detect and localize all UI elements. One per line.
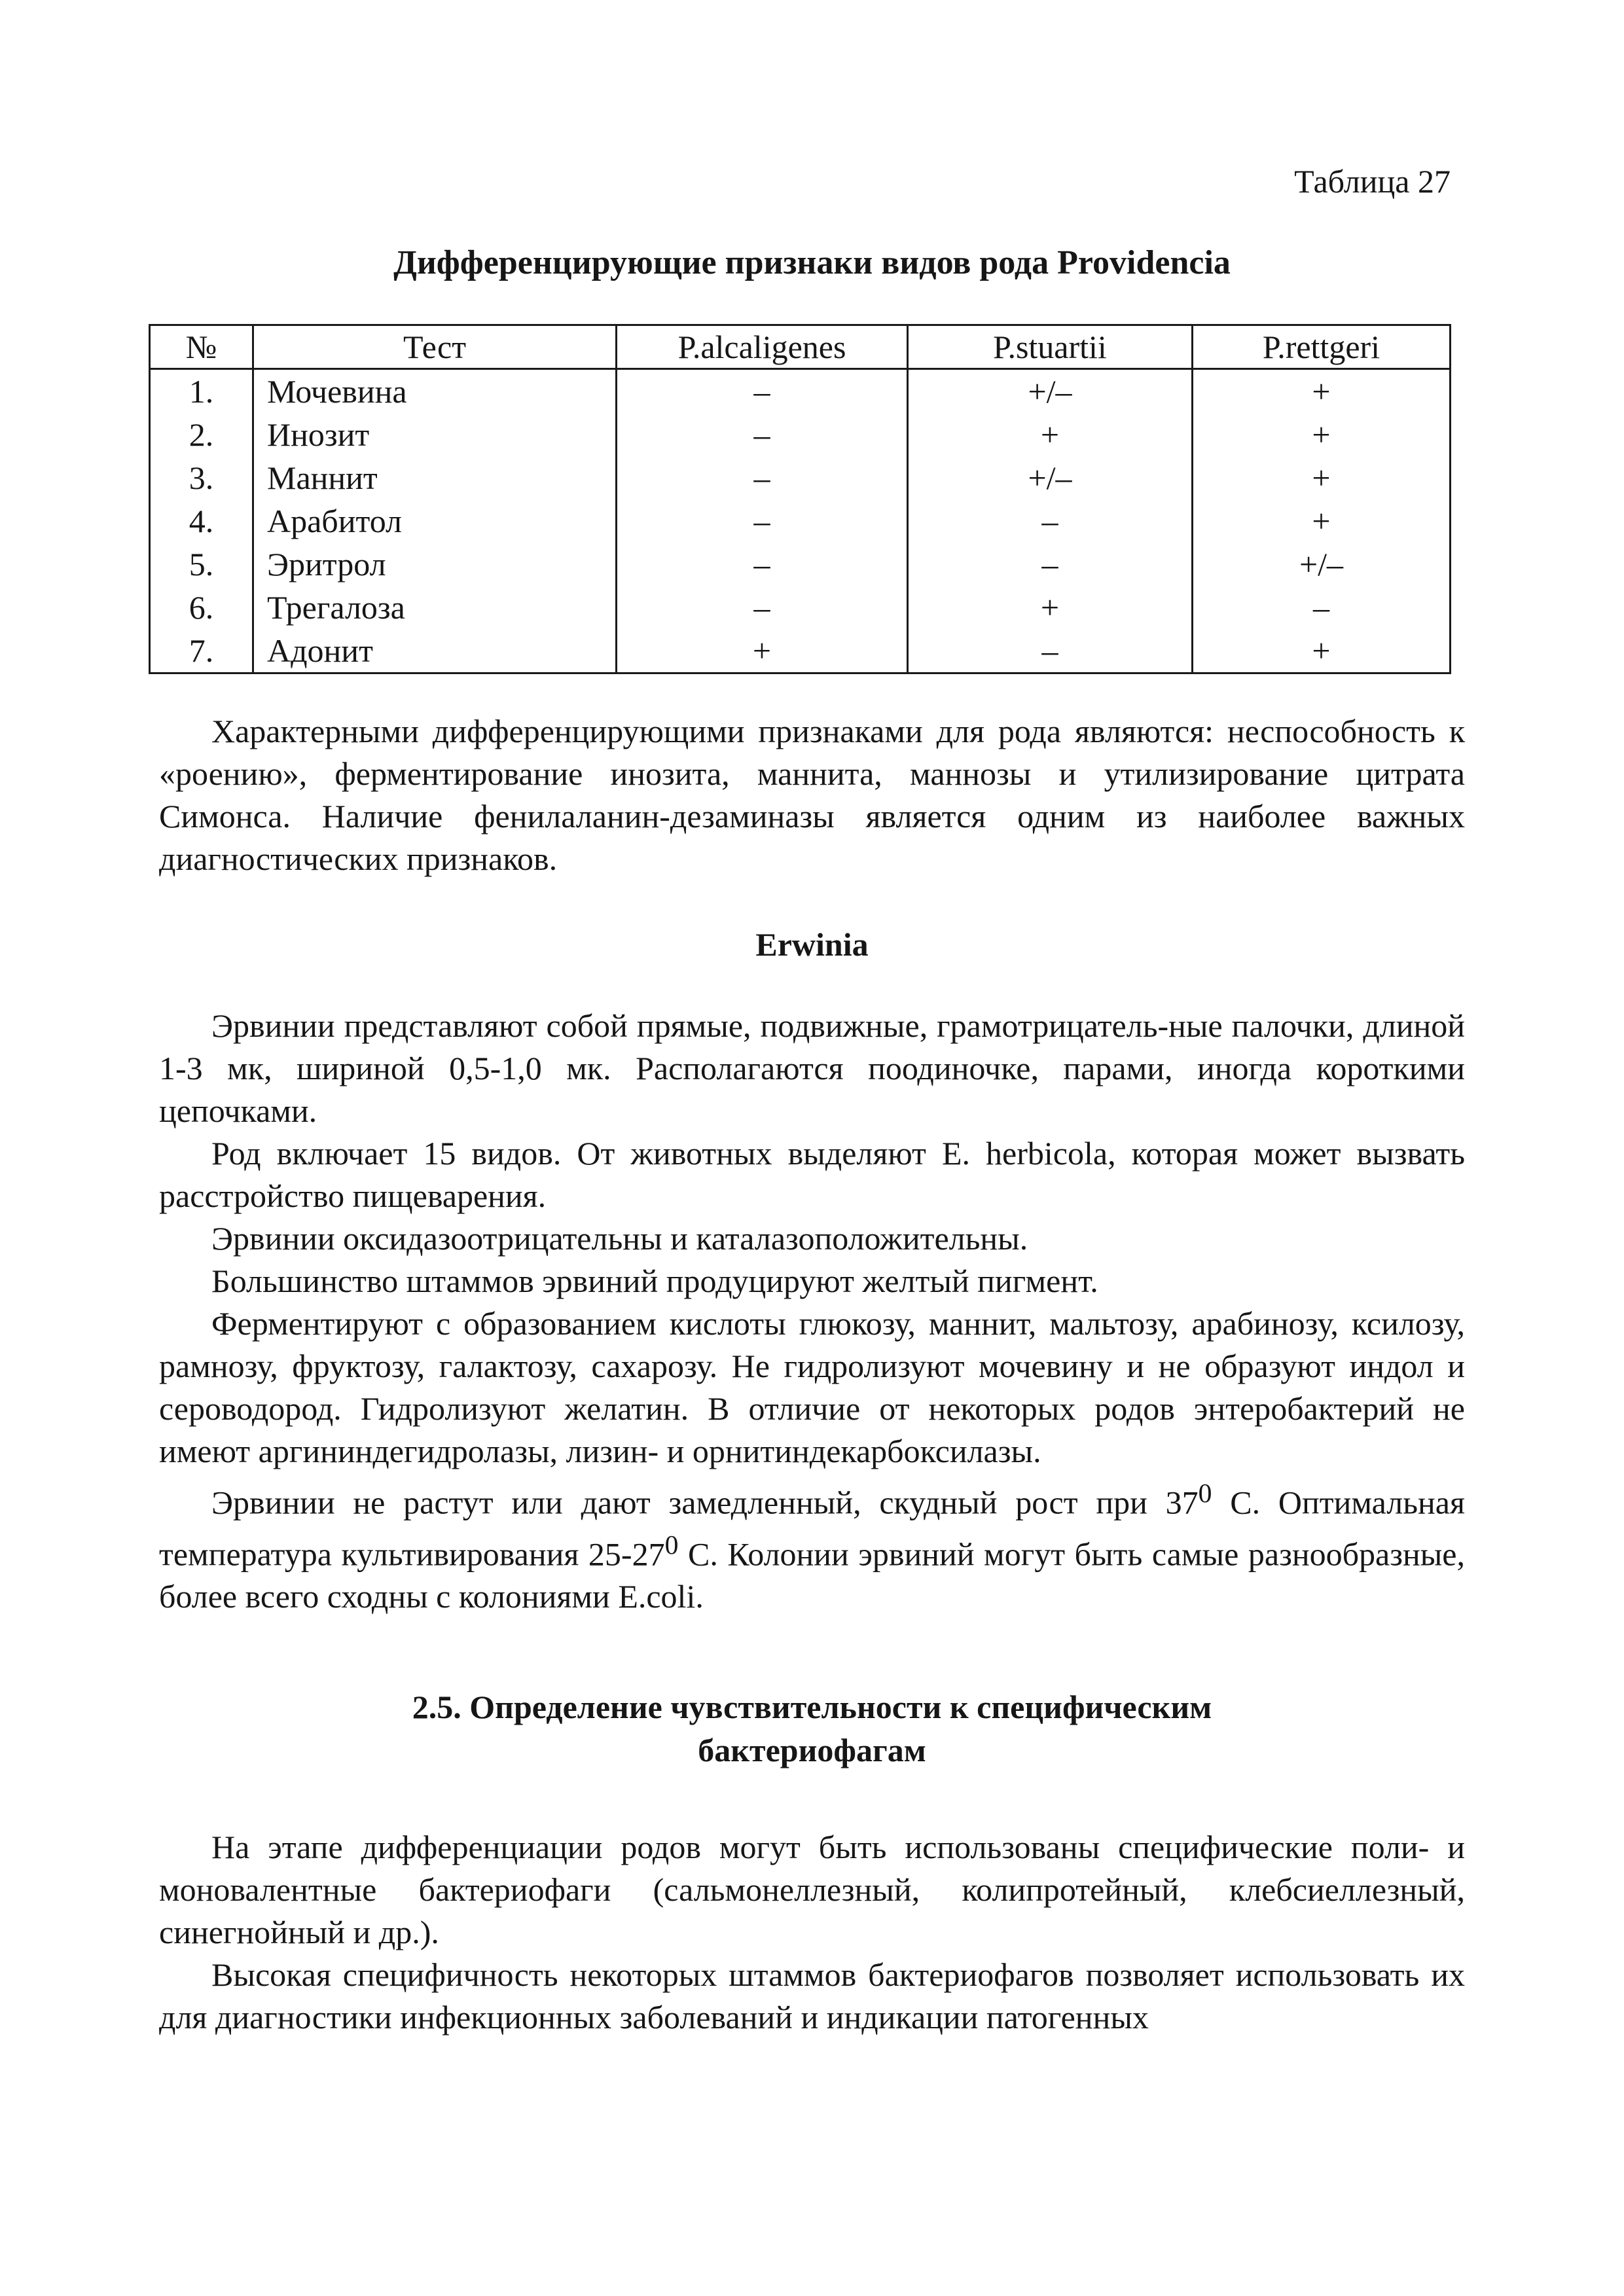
row-p-stuartii: – (908, 499, 1193, 543)
row-number: 6. (150, 586, 253, 629)
row-p-rettgeri: + (1193, 456, 1451, 499)
table-header-row (150, 325, 1451, 369)
table-row (150, 413, 1451, 456)
table-row (150, 456, 1451, 499)
table-row (150, 586, 1451, 629)
row-p-stuartii: + (908, 413, 1193, 456)
row-number: 4. (150, 499, 253, 543)
row-p-rettgeri: + (1193, 629, 1451, 673)
section-heading-line-1: 2.5. Определение чувствительности к специфическим (412, 1689, 1212, 1725)
row-p-rettgeri: + (1193, 413, 1451, 456)
row-number: 3. (150, 456, 253, 499)
row-test: Маннит (253, 456, 617, 499)
section-paragraph: На этапе дифференциации родов могут быть использованы специфические поли- и моновалентные бактериофаги (сальмонеллезный, колипротейный, клебсиеллезный, синегнойный и др.). (159, 1829, 1465, 1950)
erwinia-text-block (159, 1005, 1465, 1618)
section-heading-line-2: бактериофагам (698, 1732, 926, 1768)
erwinia-paragraph: Эрвинии представляют собой прямые, подвижные, грамотрицатель-ные палочки, длиной 1-3 мк, шириной 0,5-1,0 мк. Располагаются поодиночке, парами, иногда короткими цепочками. (159, 1007, 1465, 1129)
degree-superscript: 0 (664, 1530, 679, 1560)
row-p-alcaligenes: + (617, 629, 908, 673)
row-number: 5. (150, 543, 253, 586)
degree-superscript: 0 (1198, 1479, 1212, 1509)
header-number: № (150, 325, 253, 369)
row-number: 1. (150, 369, 253, 414)
row-p-stuartii: – (908, 543, 1193, 586)
erwinia-heading: Erwinia (755, 926, 869, 963)
row-test: Инозит (253, 413, 617, 456)
row-p-rettgeri: +/– (1193, 543, 1451, 586)
row-p-stuartii: +/– (908, 369, 1193, 414)
table-row (150, 369, 1451, 414)
erwinia-paragraph: Эрвинии оксидазоотрицательны и каталазоположительны. (211, 1220, 1028, 1257)
row-test: Трегалоза (253, 586, 617, 629)
row-p-rettgeri: + (1193, 369, 1451, 414)
row-test: Адонит (253, 629, 617, 673)
temp-text-3: С. Колонии эрвиний могут быть самые разнообразные, более всего сходны с колониями E.coli. (159, 1535, 1466, 1615)
row-p-stuartii: +/– (908, 456, 1193, 499)
temp-text-1: Эрвинии не растут или дают замедленный, скудный рост при 37 (211, 1484, 1199, 1521)
section-paragraph: Высокая специфичность некоторых штаммов бактериофагов позволяет использовать их для диагностики инфекционных заболеваний и индикации патогенных (159, 1956, 1465, 2036)
erwinia-paragraph: Род включает 15 видов. От животных выделяют E. herbicola, которая может вызвать расстройство пищеварения. (159, 1135, 1465, 1214)
header-p-rettgeri: P.rettgeri (1193, 325, 1451, 369)
header-test: Тест (253, 325, 617, 369)
row-number: 2. (150, 413, 253, 456)
table-row (150, 543, 1451, 586)
row-test: Мочевина (253, 369, 617, 414)
section-heading (0, 1685, 1624, 1772)
row-p-stuartii: – (908, 629, 1193, 673)
providencia-paragraph: Характерными дифференцирующими признаками для рода являются: неспособность к «роению», ферментирование инозита, маннита, маннозы и утилизирование цитрата Симонса. Наличие фенилаланин-дезаминазы является одним из наиболее важных диагностических признаков. (159, 713, 1465, 877)
temp-text-2: С. Оптимальная температура культивирования 25-27 (159, 1484, 1465, 1573)
section-text-block (159, 1826, 1465, 2039)
erwinia-temperature-paragraph (159, 1473, 1465, 1618)
row-p-rettgeri: – (1193, 586, 1451, 629)
row-p-alcaligenes: – (617, 499, 908, 543)
table-label: Таблица 27 (1294, 163, 1451, 200)
table-row (150, 499, 1451, 543)
row-p-alcaligenes: – (617, 413, 908, 456)
row-p-rettgeri: + (1193, 499, 1451, 543)
erwinia-paragraph: Большинство штаммов эрвиний продуцируют желтый пигмент. (211, 1263, 1098, 1299)
row-number: 7. (150, 629, 253, 673)
table-row (150, 629, 1451, 673)
providencia-table (149, 324, 1451, 674)
row-p-stuartii: + (908, 586, 1193, 629)
providencia-paragraph-block (159, 710, 1465, 880)
row-p-alcaligenes: – (617, 456, 908, 499)
header-p-stuartii: P.stuartii (908, 325, 1193, 369)
header-p-alcaligenes: P.alcaligenes (617, 325, 908, 369)
row-p-alcaligenes: – (617, 543, 908, 586)
row-p-alcaligenes: – (617, 586, 908, 629)
erwinia-paragraph: Ферментируют с образованием кислоты глюкозу, маннит, мальтозу, арабинозу, ксилозу, рамнозу, фруктозу, галактозу, сахарозу. Не гидролизуют мочевину и не образуют индол и сероводород. Гидролизуют желатин. В отличие от некоторых родов энтеробактерий не имеют аргининдегидролазы, лизин- и орнитиндекарбоксилазы. (159, 1305, 1465, 1469)
row-test: Эритрол (253, 543, 617, 586)
row-test: Арабитол (253, 499, 617, 543)
row-p-alcaligenes: – (617, 369, 908, 414)
table-title: Дифференцирующие признаки видов рода Providencia (393, 244, 1231, 281)
